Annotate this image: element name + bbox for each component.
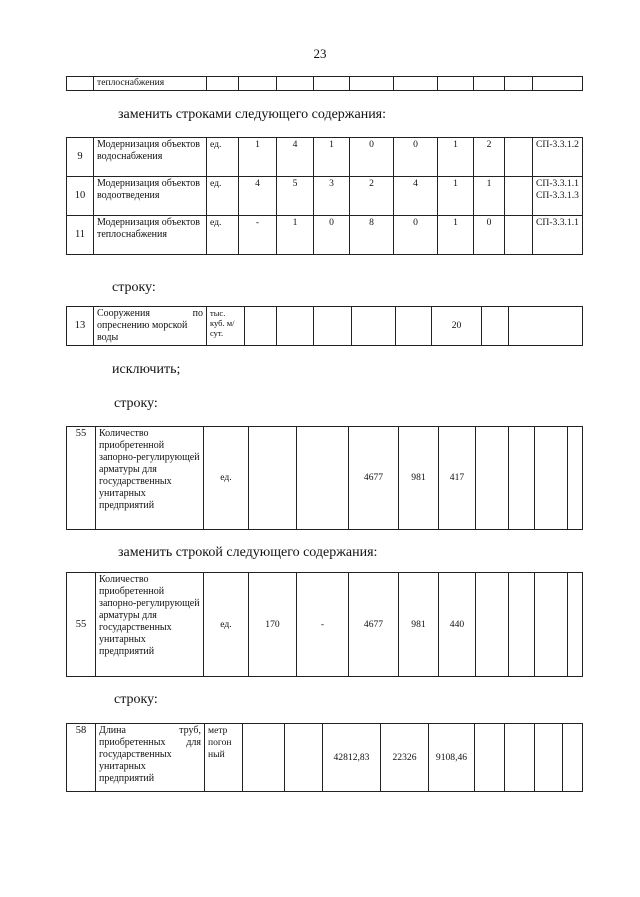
cell-value: 0 [394,216,438,255]
cell-value: 1 [277,216,314,255]
row-number: 10 [67,177,94,216]
table-row-55-new [66,572,583,677]
row-code: СП-3.3.1.2 [533,138,583,177]
table-row [67,573,583,677]
cell-value: 1 [314,138,350,177]
cell-value: 0 [350,138,394,177]
cell-value: - [239,216,277,255]
instruction-replace-rows: заменить строками следующего содержания: [118,107,387,122]
row-name-part: Сооружения [97,308,150,319]
table-row [67,427,583,530]
row-name: Количество приобретенной запорно-регулирующей арматуры для государственных унитарных предприятий [96,427,204,530]
cell-value: 0 [314,216,350,255]
row-number: 55 [67,427,96,530]
table-row [67,177,583,216]
cell-value: 22326 [381,724,429,792]
instruction-row: строку: [114,692,158,707]
row-number: 58 [67,724,96,792]
instruction-row: строку: [114,396,158,411]
row-unit: ед. [204,573,249,677]
cell-value: 1 [438,138,474,177]
row-name-part: Длина [99,725,126,736]
cell-value: 981 [399,427,439,530]
row-unit: ед. [204,427,249,530]
cell-value: 981 [399,573,439,677]
row-name-part: для [186,737,201,748]
row-name: теплоснабжения [94,77,207,91]
row-number: 55 [67,573,96,677]
table-row [67,138,583,177]
row-unit: ед. [207,216,239,255]
table-row-58 [66,723,583,792]
row-number: 11 [67,216,94,255]
cell-value: 1 [438,216,474,255]
table-row-55-old [66,426,583,530]
row-name-part: по [192,308,203,319]
row-number: 13 [67,307,94,346]
row-unit: ед. [207,177,239,216]
cell-value: 42812,83 [323,724,381,792]
row-name: Модернизация объектов водоотведения [94,177,207,216]
cell-value: 8 [350,216,394,255]
row-name [96,724,205,792]
table-row [67,77,583,91]
cell-value: 5 [277,177,314,216]
cell-value: 170 [249,573,297,677]
row-unit: ед. [207,138,239,177]
row-code: СП-3.3.1.1 [533,216,583,255]
table-row [67,724,583,792]
row-name-part: приобретенных [99,737,166,748]
row-name-part: государственных унитарных предприятий [99,749,172,784]
cell-value: 4677 [349,573,399,677]
row-unit: метр погон ный [205,724,243,792]
instruction-replace-row: заменить строкой следующего содержания: [118,545,378,560]
cell-value: 417 [439,427,476,530]
row-unit: тыс. куб. м/сут. [207,307,245,346]
page-number: 23 [313,46,327,61]
table-row [67,216,583,255]
cell-value: 4677 [349,427,399,530]
cell-value: 1 [438,177,474,216]
row-name [94,307,207,346]
cell-value: - [297,573,349,677]
cell-value: 1 [239,138,277,177]
table-row-13 [66,306,583,346]
cell-value: 20 [432,307,482,346]
row-name-part: опреснению морской воды [97,320,188,343]
table-top-fragment [66,76,583,91]
instruction-exclude: исключить; [112,362,181,377]
cell-value: 9108,46 [429,724,475,792]
cell-value: 4 [277,138,314,177]
row-name: Количество приобретенной запорно-регулирующей арматуры для государственных унитарных предприятий [96,573,204,677]
row-code: СП-3.3.1.1 СП-3.3.1.3 [533,177,583,216]
cell-value: 4 [239,177,277,216]
cell-value: 4 [394,177,438,216]
cell-value: 0 [394,138,438,177]
cell-value: 0 [474,216,505,255]
instruction-row: строку: [112,280,156,295]
cell-value: 3 [314,177,350,216]
row-number: 9 [67,138,94,177]
row-name: Модернизация объектов теплоснабжения [94,216,207,255]
table-rows-9-11 [66,137,583,255]
cell-value: 1 [474,177,505,216]
cell-value: 2 [474,138,505,177]
cell-value: 440 [439,573,476,677]
cell-value: 2 [350,177,394,216]
row-name-part: труб, [179,725,201,736]
row-name: Модернизация объектов водоснабжения [94,138,207,177]
table-row [67,307,583,346]
